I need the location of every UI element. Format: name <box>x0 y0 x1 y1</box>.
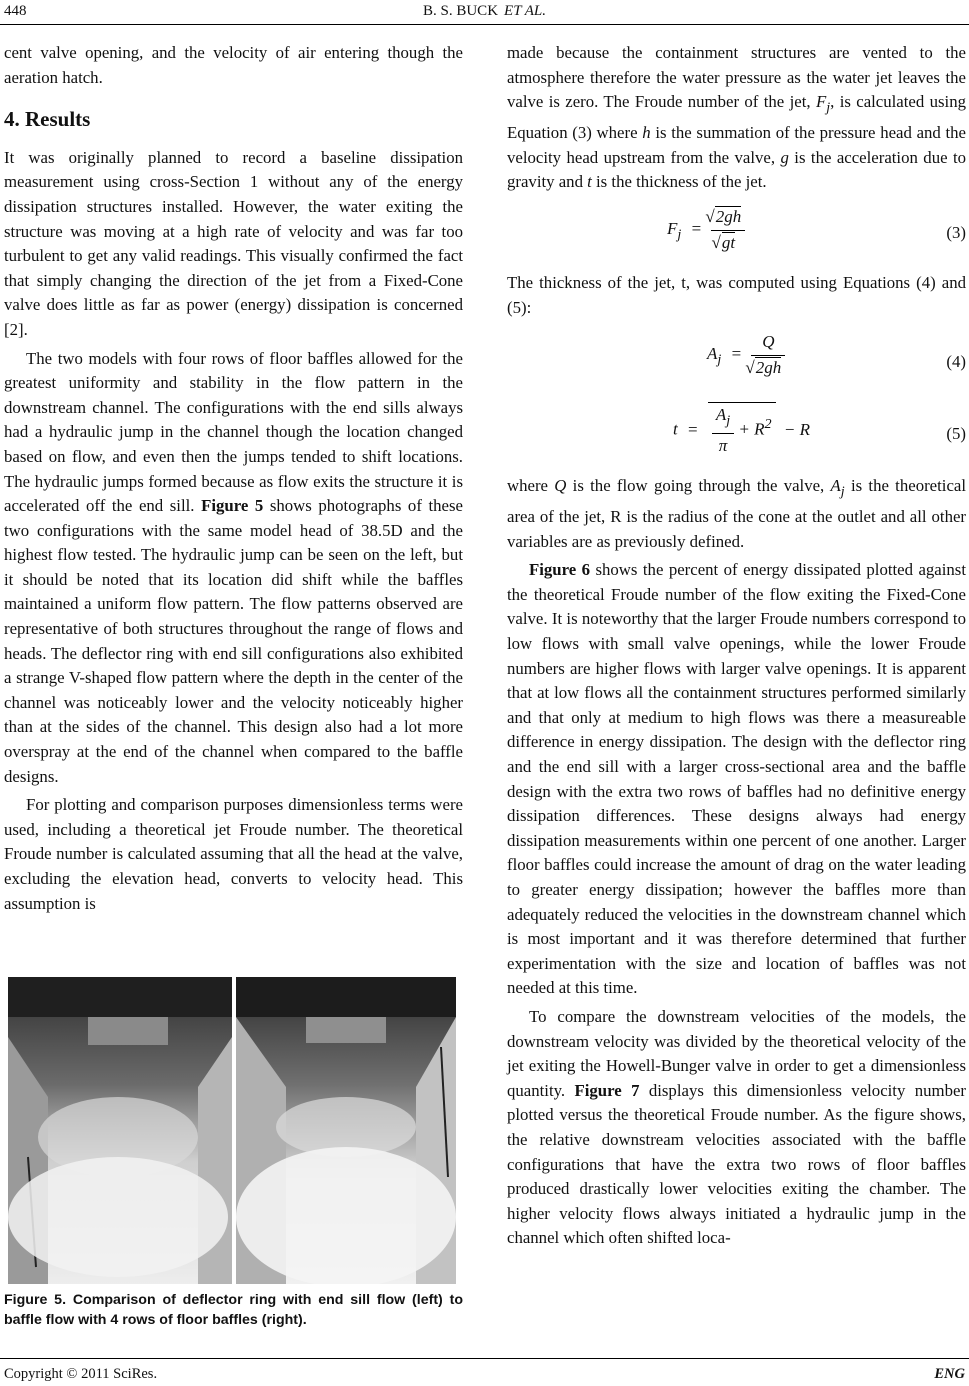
figure-6-reference: Figure 6 <box>529 560 591 580</box>
right-paragraph-2: The thickness of the jet, t, was computed using Equations (4) and (5): <box>507 272 966 317</box>
running-head-et-al: ET AL. <box>504 3 546 19</box>
right-column <box>507 41 966 1251</box>
left-column <box>4 41 463 916</box>
equation-3: $F_j$ = √ 2gh √ gt (3) <box>507 201 966 265</box>
figure-7-reference: Figure 7 <box>574 1080 640 1100</box>
section-title: 4. Results <box>4 107 91 132</box>
page-header <box>0 0 969 24</box>
results-paragraph-1: It was originally planned to record a baseline dissipation measurement using cross-Section 1 without any of the energy dissipation structures installed. However, the water exiting the structure was moving at a high rate of velocity and was far too turbulent to get any valid readings. This visually confirmed the fact that simply changing the direction of the jet from a Fixed-Cone valve does little as far as power (energy) dissipation is concerned [2]. <box>4 147 463 339</box>
right-paragraph-4: Figure 6 shows the percent of energy dissipated plotted against the theoretical Froude number of the flow exiting the Fixed-Cone valve. It is noteworthy that the larger Froude numbers correspond to low flows with small valve openings, while the lower Froude numbers are higher flows with larger valve openings. It is apparent that at low flows all the containment structures performed similarly and that only at medium to high flows was there a measureable difference in energy dissipation. The design with the deflector ring and the end sill with a larger cross-sectional area and the baffle design with the extra two rows of baffles had no definitive energy dissipation differences. These designs always had energy dissipation measurements within one percent of one another. Larger floor baffles could increase the amount of drag on the water leading to greater energy dissipation; however the baffles more than adequately reduced the velocities in the downstream channel which is most important and it was therefore determined that further experimentation with the size and location of baffles was not needed at this time. <box>507 560 966 998</box>
right-paragraph-3: where Q is the flow going through the valve, $A_j$ is the theoretical area of the jet, R is the radius of the cone at the outlet and all other variables are as previously defined. <box>507 476 966 551</box>
copyright: Copyright © 2011 SciRes. <box>4 1366 158 1382</box>
results-paragraph-2: The two models with four rows of floor baffles allowed for the greatest uniformity and stability in the flow pattern in the downstream channel. The configurations with the end sills always had a hydraulic jump in the channel though the location changed based on flow, and even then the jumps tended to shift locations. The hydraulic jumps formed because as flow exits the structure it is accelerated off the end sill. Figure 5 shows photographs of these two configurations with the same model head of 38.5D and the highest flow tested. The hydraulic jump can be seen on the left, but it should be noted that its location did shift while the baffles maintained a uniform flow pattern. The flow patterns observed are representative of both structures throughout the range of flows and heads. The deflector ring with end sill configurations also exhibited a strange V-shaped flow pattern where the depth in the center of the channel was noticeably lower and the velocity noticeably higher than at the sides of the channel. This design also had a lot more overspray at the end of the channel when compared to the baffle designs. <box>4 348 463 786</box>
froude-symbol-inline: $F_j$ <box>815 92 831 116</box>
footer-rule <box>0 1358 969 1359</box>
equation-5-number: (5) <box>946 424 966 444</box>
running-head <box>0 3 969 20</box>
running-head-author: B. S. BUCK <box>423 3 499 19</box>
journal-abbreviation: ENG <box>934 1366 965 1382</box>
right-paragraph-1: made because the containment structures are vented to the atmosphere therefore the water pressure as the water jet leaves the valve is zero. The Froude number of the jet, $F_j$, is calculated using Equation (3) where h is the summation of the pressure head and the velocity head upstream from the valve, g is the acceleration due to gravity and t is the thickness of the jet. <box>507 43 967 192</box>
equation-4-number: (4) <box>946 352 966 372</box>
figure-5-caption: Figure 5. Comparison of deflector ring with end sill flow (left) to baffle flow with 4 rows of floor baffles (right). <box>4 1292 463 1328</box>
page-number: 448 <box>4 3 27 19</box>
equation-3-number: (3) <box>946 222 966 242</box>
equation-5: t = $\frac{A_j}{\pi}$ + $R^2 - R$ (5) <box>507 402 966 468</box>
figure-5-photo-left <box>8 977 232 1284</box>
equation-4: $A_j$ = Q √ 2gh (4) <box>507 330 966 396</box>
results-paragraph-3: For plotting and comparison purposes dimensionless terms were used, including a theoretical jet Froude number. The theoretical Froude number is calculated assuming that all the head at the valve, excluding the elevation head, converts to velocity head. This assumption is <box>4 795 463 913</box>
figure-5-reference: Figure 5 <box>201 496 264 516</box>
header-rule <box>0 24 969 25</box>
intro-paragraph: cent valve opening, and the velocity of air entering though the aeration hatch. <box>4 43 463 87</box>
right-paragraph-5: To compare the downstream velocities of the models, the downstream velocity was divided by the theoretical velocity of the jet exiting the Howell-Bunger valve in order to get a dimensionless quantity. Figure 7 displays this dimensionless velocity number plotted versus the theoretical Froude number. As the figure shows, the relative downstream velocities associated with the baffle configurations that have the extra two rows of floor baffles produced drastically lower velocities exiting the chamber. The higher velocity flows always initiated a hydraulic jump in the channel which often shifted loca- <box>507 1006 966 1248</box>
figure-5-photo-right <box>236 977 456 1284</box>
